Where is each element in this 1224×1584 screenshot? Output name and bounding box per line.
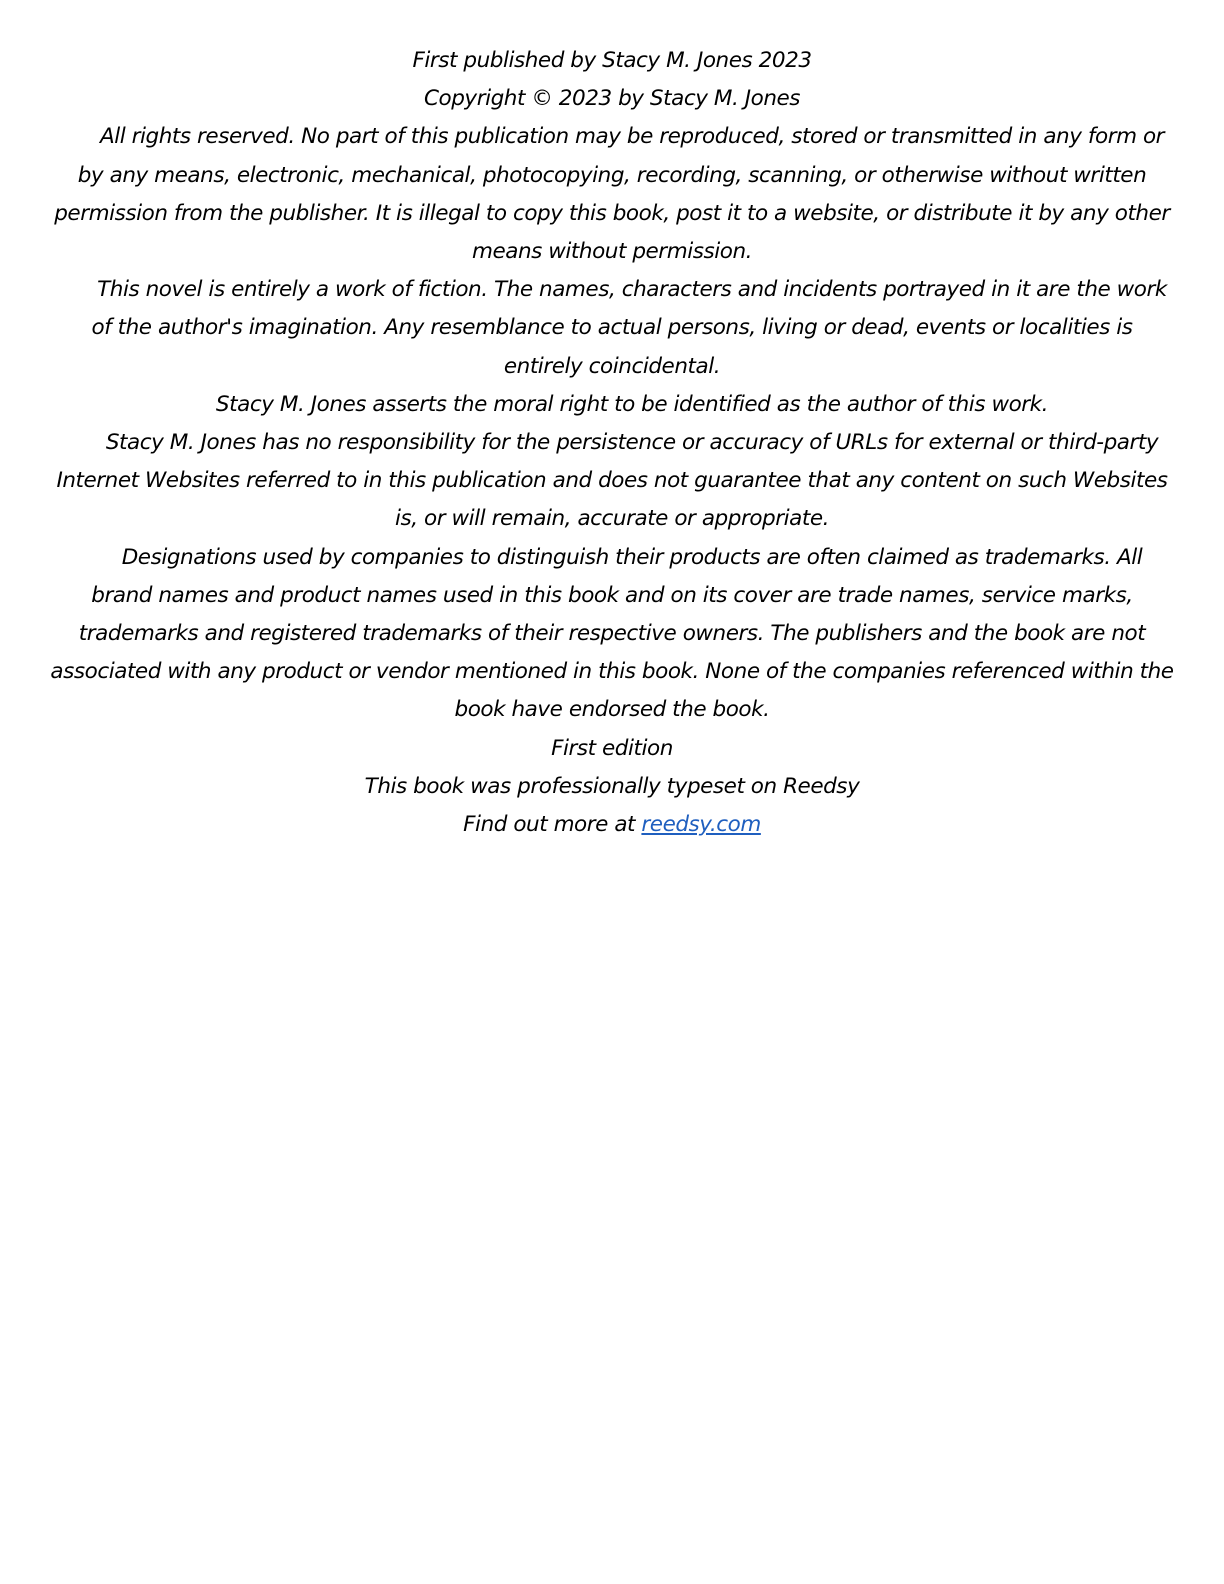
copyright-page <box>50 42 1174 844</box>
edition-line: First edition <box>551 735 673 761</box>
find-more-prefix: Find out more at <box>463 812 642 838</box>
reedsy-link[interactable]: reedsy.com <box>641 812 761 838</box>
trademarks-paragraph: Designations used by companies to distinguish their products are often claimed as trademarks. All brand names and product names used in this book and on its cover are trade names, service marks, trademarks and registered trademarks of their respective owners. The publishers and the book are not associated with any product or vendor mentioned in this book. None of the companies referenced within the book have endorsed the book. <box>50 544 1174 723</box>
urls-paragraph: Stacy M. Jones has no responsibility for the persistence or accuracy of URLs for external or third-party Internet Websites referred to in this publication and does not guarantee that any content on such Websites is, or will remain, accurate or appropriate. <box>56 430 1168 532</box>
fiction-paragraph: This novel is entirely a work of fiction. The names, characters and incidents portrayed in it are the work of the author's imagination. Any resemblance to actual persons, living or dead, events or localities is entirely coincidental. <box>91 277 1167 379</box>
first-published-line: First published by Stacy M. Jones 2023 <box>412 48 812 73</box>
copyright-line: Copyright © 2023 by Stacy M. Jones <box>423 86 801 112</box>
moral-right-line: Stacy M. Jones asserts the moral right to be identified as the author of this work. <box>215 391 1049 417</box>
typeset-line: This book was professionally typeset on Reedsy <box>364 773 860 799</box>
find-more-line <box>50 806 1174 844</box>
rights-paragraph: All rights reserved. No part of this publication may be reproduced, stored or transmitted in any form or by any means, electronic, mechanical, photocopying, recording, scanning, or otherwise without written permission from the publisher. It is illegal to copy this book, post it to a website, or distribute it by any other means without permission. <box>54 124 1170 265</box>
